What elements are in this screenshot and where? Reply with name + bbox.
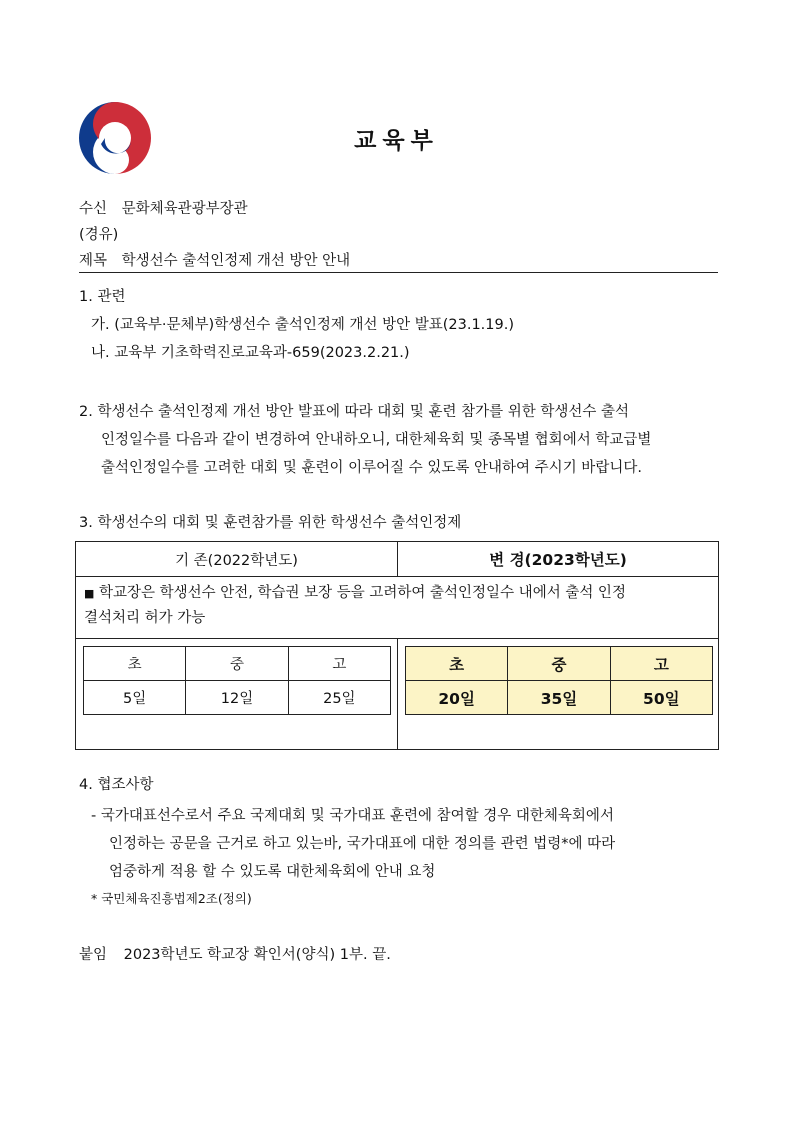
before-days-table <box>83 646 391 715</box>
note-line-2: 결석처리 허가 가능 <box>84 610 206 626</box>
level-elementary: 초 <box>84 647 186 681</box>
level-row <box>84 647 391 681</box>
level-row <box>406 647 713 681</box>
section4-line-1: - 국가대표선수로서 주요 국제대회 및 국가대표 훈련에 참여할 경우 대한체육회에서 <box>91 808 614 824</box>
level-high: 고 <box>288 647 390 681</box>
subject-row <box>79 251 350 271</box>
section3-heading: 3. 학생선수의 대회 및 훈련참가를 위한 학생선수 출석인정제 <box>79 515 462 531</box>
note-cell <box>76 577 719 639</box>
bullet-icon: ■ <box>84 587 95 600</box>
subject-value: 학생선수 출석인정제 개선 방안 안내 <box>121 253 351 269</box>
level-middle: 중 <box>508 647 610 681</box>
days-row <box>84 681 391 715</box>
before-days-elementary: 5일 <box>84 681 186 715</box>
recipient-value: 문화체육관광부장관 <box>121 201 248 217</box>
after-days-middle: 35일 <box>508 681 610 715</box>
via-label: (경유) <box>79 227 119 243</box>
section2-line-3: 출석인정일수를 고려한 대회 및 훈련이 이루어질 수 있도록 안내하여 주시기 바랍니다. <box>101 460 642 476</box>
note-line-1: 학교장은 학생선수 안전, 학습권 보장 등을 고려하여 출석인정일수 내에서 출석 인정 <box>99 585 626 601</box>
footnote: * 국민체육진흥법제2조(정의) <box>91 891 252 906</box>
after-cell <box>398 639 719 750</box>
section2-line-1: 2. 학생선수 출석인정제 개선 방안 발표에 따라 대회 및 훈련 참가를 위한 학생선수 출석 <box>79 404 629 420</box>
section1-item-b: 나. 교육부 기초학력진로교육과-659(2023.2.21.) <box>91 345 410 361</box>
attachment-label: 붙임 <box>79 947 108 963</box>
level-middle: 중 <box>186 647 288 681</box>
attendance-comparison-table <box>75 541 719 750</box>
agency-title: 교육부 <box>354 128 439 154</box>
section2-line-2: 인정일수를 다음과 같이 변경하여 안내하오니, 대한체육회 및 종목별 협회에서 학교급별 <box>101 432 652 448</box>
header-divider <box>79 272 718 273</box>
recipient-label: 수신 <box>79 201 108 217</box>
section1-heading: 1. 관련 <box>79 289 126 305</box>
attachment-text: 2023학년도 학교장 확인서(양식) 1부. 끝. <box>123 947 391 963</box>
recipient-row <box>79 199 248 219</box>
after-days-table <box>405 646 713 715</box>
level-elementary: 초 <box>406 647 508 681</box>
attachment-row <box>79 945 391 965</box>
after-days-elementary: 20일 <box>406 681 508 715</box>
section4-line-2: 인정하는 공문을 근거로 하고 있는바, 국가대표에 대한 정의를 관련 법령*에 따라 <box>109 836 616 852</box>
before-cell <box>76 639 398 750</box>
before-days-middle: 12일 <box>186 681 288 715</box>
before-header: 기 존(2022학년도) <box>76 542 398 577</box>
level-high: 고 <box>610 647 712 681</box>
before-days-high: 25일 <box>288 681 390 715</box>
subject-label: 제목 <box>79 253 108 269</box>
section1-item-a: 가. (교육부·문체부)학생선수 출석인정제 개선 방안 발표(23.1.19.) <box>91 317 514 333</box>
section4-line-3: 엄중하게 적용 할 수 있도록 대한체육회에 안내 요청 <box>109 864 436 880</box>
days-row <box>406 681 713 715</box>
after-days-high: 50일 <box>610 681 712 715</box>
after-header: 변 경(2023학년도) <box>398 542 719 577</box>
section4-heading: 4. 협조사항 <box>79 777 154 793</box>
